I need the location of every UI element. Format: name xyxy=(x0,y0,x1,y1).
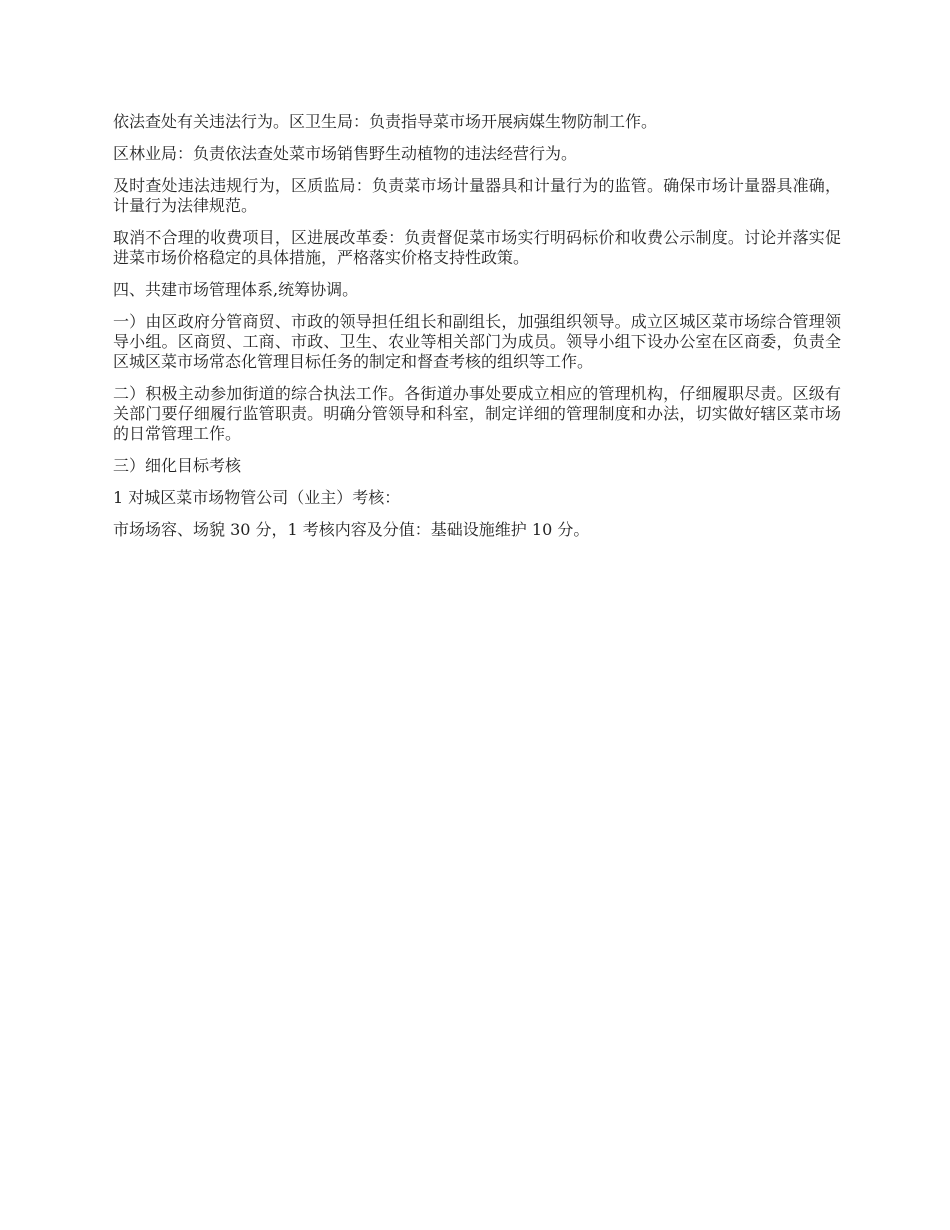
document-page xyxy=(113,112,841,552)
paragraph-item-2: 二）积极主动参加街道的综合执法工作。各街道办事处要成立相应的管理机构，仔细履职尽责。区级有关部门要仔细履行监管职责。明确分管领导和科室，制定详细的管理制度和办法，切实做好辖区菜市场的日常管理工作。 xyxy=(113,384,841,443)
paragraph-1: 依法查处有关违法行为。区卫生局：负责指导菜市场开展病媒生物防制工作。 xyxy=(113,112,658,131)
paragraph-item-1: 一）由区政府分管商贸、市政的领导担任组长和副组长，加强组织领导。成立区城区菜市场综合管理领导小组。区商贸、工商、市政、卫生、农业等相关部门为成员。领导小组下设办公室在区商委，负责全区城区菜市场常态化管理目标任务的制定和督查考核的组织等工作。 xyxy=(113,312,841,371)
paragraph-4: 取消不合理的收费项目，区进展改革委：负责督促菜市场实行明码标价和收费公示制度。讨论并落实促进菜市场价格稳定的具体措施，严格落实价格支持性政策。 xyxy=(113,228,841,267)
paragraph-3: 及时查处违法违规行为，区质监局：负责菜市场计量器具和计量行为的监管。确保市场计量器具准确，计量行为法律规范。 xyxy=(113,176,841,215)
paragraph-item-3: 三）细化目标考核 xyxy=(113,456,242,475)
section-heading-4: 四、共建市场管理体系,统筹协调。 xyxy=(113,280,359,299)
paragraph-subitem-1: 1 对城区菜市场物管公司（业主）考核： xyxy=(113,488,401,507)
paragraph-2: 区林业局：负责依法查处菜市场销售野生动植物的违法经营行为。 xyxy=(113,144,578,163)
paragraph-score: 市场场容、场貌 30 分，1 考核内容及分值：基础设施维护 10 分。 xyxy=(113,520,590,539)
